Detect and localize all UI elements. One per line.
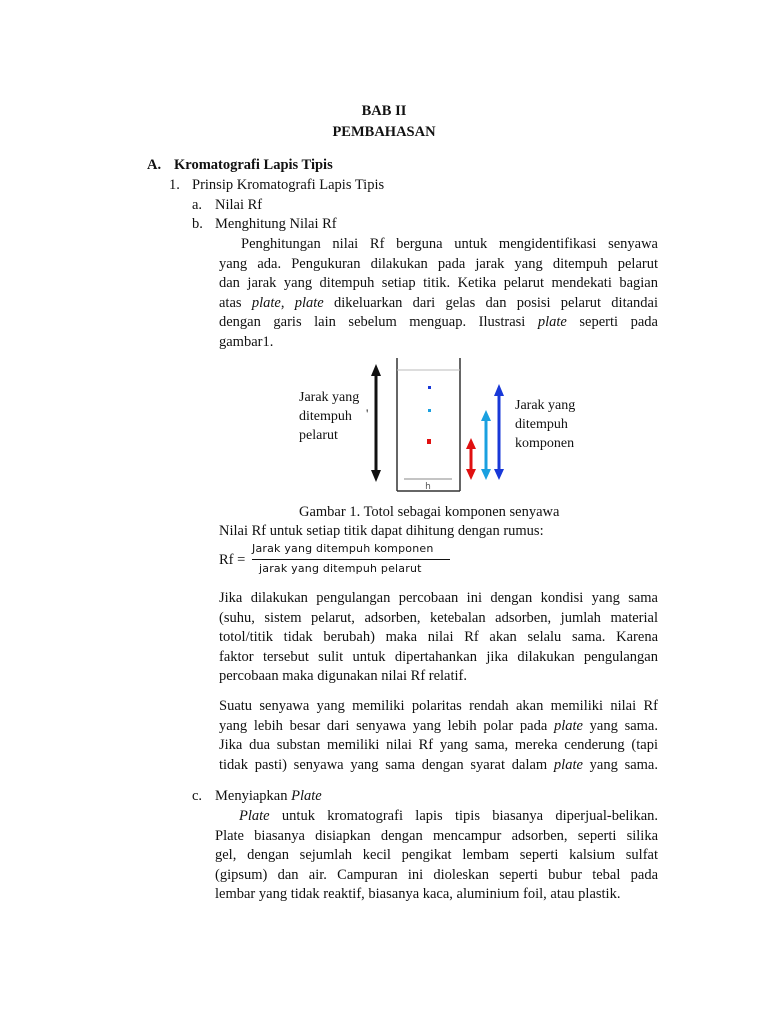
paragraph-rf-intro xyxy=(219,235,658,352)
item-a-marker: a. xyxy=(192,197,203,213)
paragraph-line: (gipsum) dan air. Campuran ini dioleskan seperti bubur tebal pada xyxy=(215,866,658,883)
paragraph-line: tidak pasti) senyawa yang sama dengan syarat dalam plate yang sama. xyxy=(219,756,658,773)
paragraph-line: Jika dilakukan pengulangan percobaan ini dengan kondisi yang sama xyxy=(219,590,658,606)
rf-formula-lhs: Rf = xyxy=(219,552,246,568)
page-title: PEMBAHASAN xyxy=(332,124,436,140)
figure-caption: Gambar 1. Totol sebagai komponen senyawa xyxy=(299,504,560,520)
rf-formula-denominator: jarak yang ditempuh pelarut xyxy=(259,562,422,575)
item-a-title: Nilai Rf xyxy=(215,197,263,213)
figure-left-tick: ' xyxy=(366,406,369,421)
paragraph-line: Plate untuk kromatografi lapis tipis biasanya diperjual-belikan. xyxy=(239,808,658,824)
figure-left-label: Jarak yang ditempuh pelarut xyxy=(299,390,360,443)
component-arrow-cyan xyxy=(481,410,491,480)
paragraph-line: atas plate, plate dikeluarkan dari gelas dan posisi pelarut ditandai xyxy=(219,294,659,311)
spot-cyan xyxy=(428,409,431,412)
item-c-title: Menyiapkan Plate xyxy=(215,788,322,804)
paragraph-line: (suhu, sistem pelarut, adsorben, ketebalan adsorben, jumlah material xyxy=(219,609,658,626)
paragraph-rf-repeat xyxy=(219,589,658,687)
spot-blue xyxy=(428,386,431,389)
paragraph-line: yang lebih besar dari senyawa yang lebih polar pada plate yang sama. xyxy=(219,717,658,734)
paragraph-line: yang ada. Pengukuran dilakukan pada jarak yang ditempuh pelarut xyxy=(219,255,658,272)
item-b-title: Menghitung Nilai Rf xyxy=(215,216,337,232)
section-a-marker: A. xyxy=(147,157,162,173)
item-b-marker: b. xyxy=(192,216,203,232)
item-1-marker: 1. xyxy=(169,177,180,193)
item-1-title: Prinsip Kromatografi Lapis Tipis xyxy=(192,177,385,193)
plate-bottom-mark: h xyxy=(425,482,431,492)
paragraph-line: dan jarak yang ditempuh setiap titik. Ketika pelarut mendekati bagian xyxy=(219,275,658,291)
item-c-marker: c. xyxy=(192,788,203,804)
paragraph-line: percobaan maka digunakan nilai Rf relatif. xyxy=(219,668,468,684)
paragraph-plate-prep xyxy=(215,807,658,905)
paragraph-polarity xyxy=(219,697,658,775)
rf-formula-intro: Nilai Rf untuk setiap titik dapat dihitung dengan rumus: xyxy=(219,523,544,539)
paragraph-line: Jika dua substan memiliki nilai Rf yang sama, mereka cenderung (tapi xyxy=(219,737,658,753)
rf-formula-numerator: Jarak yang ditempuh komponen xyxy=(252,542,434,555)
chapter-heading: BAB II xyxy=(361,103,407,119)
solvent-distance-arrow xyxy=(371,364,381,482)
paragraph-line: Penghitungan nilai Rf berguna untuk mengidentifikasi senyawa xyxy=(241,236,658,252)
paragraph-line: Suatu senyawa yang memiliki polaritas rendah akan memiliki nilai Rf xyxy=(219,698,658,714)
paragraph-line: Plate biasanya disiapkan dengan mencampur adsorben, seperti silika xyxy=(215,827,658,844)
component-arrow-red xyxy=(466,438,476,480)
paragraph-line: gambar1. xyxy=(219,333,274,350)
paragraph-line: dengan garis lain sebelum menguap. Ilustrasi plate seperti pada xyxy=(219,314,658,330)
tlc-plate xyxy=(397,358,460,492)
paragraph-line: gel, dengan sejumlah kecil pengikat lembam seperti kalsium sulfat xyxy=(215,847,658,863)
paragraph-line: totol/titik tidak berubah) maka nilai Rf akan selalu sama. Karena xyxy=(219,629,658,645)
figure-right-label: Jarak yang ditempuh komponen xyxy=(515,398,576,451)
paragraph-line: lembar yang tidak reaktif, biasanya kaca, aluminium foil, atau plastik. xyxy=(215,886,621,902)
component-arrow-blue xyxy=(494,384,504,480)
section-a-title: Kromatografi Lapis Tipis xyxy=(174,157,333,173)
paragraph-line: faktor tersebut sulit untuk dipertahankan jika dilakukan pengulangan xyxy=(219,648,658,665)
spot-red xyxy=(427,439,431,444)
rf-formula-fraction-bar xyxy=(252,559,450,560)
